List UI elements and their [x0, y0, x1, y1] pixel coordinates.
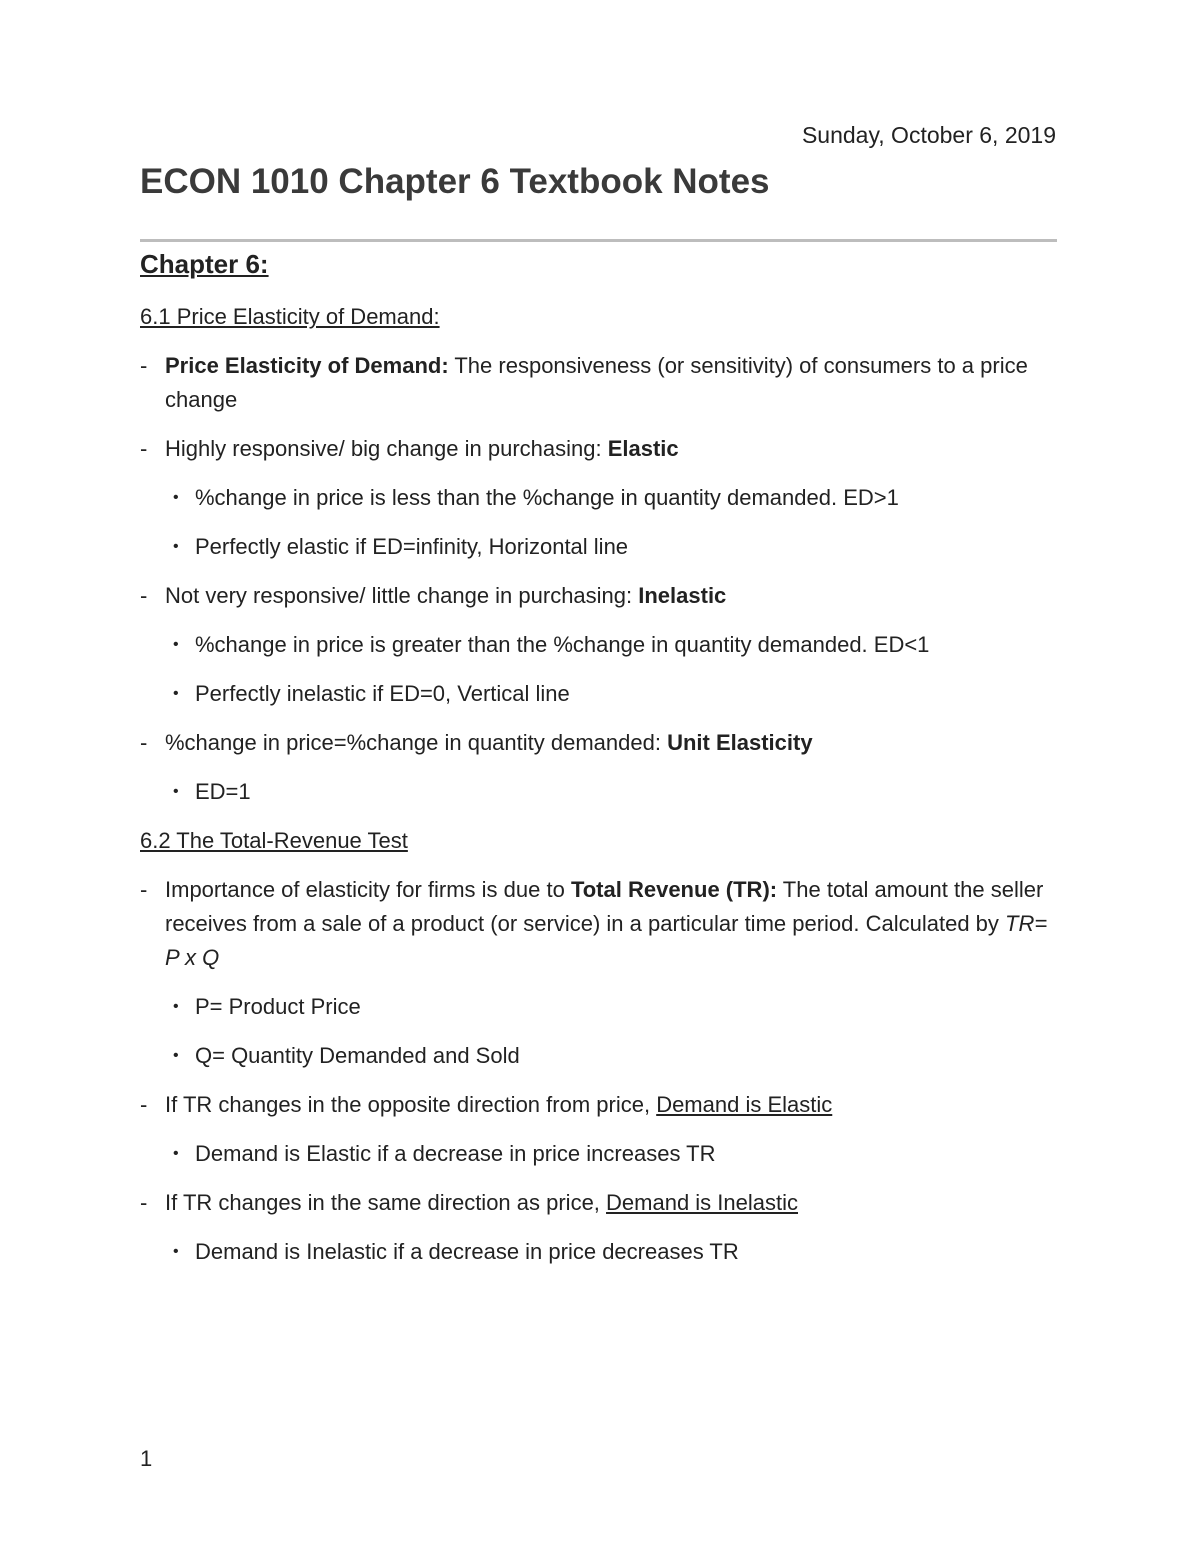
- list-item: [140, 349, 1060, 417]
- dash-marker: -: [140, 877, 148, 902]
- section-heading-6-2: 6.2 The Total-Revenue Test: [140, 828, 408, 853]
- sub-list-item: [140, 677, 1060, 711]
- note-body: [140, 300, 1060, 1284]
- list-item: [140, 873, 1060, 975]
- bullet-marker: •: [173, 685, 179, 702]
- note-date: Sunday, October 6, 2019: [801, 122, 1056, 148]
- item-text: P= Product Price: [195, 994, 361, 1019]
- item-text: %change in price is less than the %change in quantity demanded. ED>1: [195, 485, 899, 510]
- item-text: %change in price=%change in quantity demanded:: [165, 730, 668, 755]
- note-title: ECON 1010 Chapter 6 Textbook Notes: [140, 162, 770, 201]
- item-text: %change in price is greater than the %change in quantity demanded. ED<1: [195, 632, 930, 657]
- list-item: [140, 1088, 1060, 1122]
- section-heading-6-1: 6.1 Price Elasticity of Demand:: [140, 304, 440, 329]
- bullet-marker: •: [173, 1243, 179, 1260]
- sub-list-item: [140, 775, 1060, 809]
- list-item: [140, 726, 1060, 760]
- bullet-marker: •: [173, 998, 179, 1015]
- item-text: If TR changes in the opposite direction from price,: [165, 1092, 657, 1117]
- term: Total Revenue (TR):: [570, 877, 778, 902]
- dash-marker: -: [140, 730, 148, 755]
- sub-list-item: [140, 990, 1060, 1024]
- list-item: [140, 1186, 1060, 1220]
- bullet-marker: •: [173, 783, 179, 800]
- definition: The total amount the seller receives from a sale of a product (or service) in a particular time period. Calculated by: [165, 877, 1044, 936]
- item-text: Perfectly inelastic if ED=0, Vertical line: [195, 681, 570, 706]
- item-text: Q= Quantity Demanded and Sold: [195, 1043, 520, 1068]
- sub-list-item: [140, 1039, 1060, 1073]
- list-item: [140, 579, 1060, 613]
- item-text: Perfectly elastic if ED=infinity, Horizontal line: [195, 534, 629, 559]
- page-number: 1: [140, 1446, 153, 1471]
- item-text: Demand is Elastic if a decrease in price increases TR: [195, 1141, 716, 1166]
- term: Unit Elasticity: [667, 730, 813, 755]
- sub-list-item: [140, 628, 1060, 662]
- item-text: If TR changes in the same direction as price,: [165, 1190, 607, 1215]
- formula: TR= P x Q: [165, 911, 1048, 970]
- bullet-marker: •: [173, 1145, 179, 1162]
- dash-marker: -: [140, 1092, 148, 1117]
- sub-list-item: [140, 1137, 1060, 1171]
- dash-marker: -: [140, 353, 148, 378]
- definition: The responsiveness (or sensitivity) of consumers to a price change: [165, 353, 1028, 412]
- item-text: Importance of elasticity for firms is due to: [165, 877, 571, 902]
- bullet-marker: •: [173, 538, 179, 555]
- term: Price Elasticity of Demand:: [165, 353, 449, 378]
- item-text: ED=1: [195, 779, 251, 804]
- bullet-marker: •: [173, 489, 179, 506]
- term: Inelastic: [638, 583, 727, 608]
- term: Elastic: [607, 436, 679, 461]
- list-item: [140, 432, 1060, 466]
- sub-list-item: [140, 530, 1060, 564]
- dash-marker: -: [140, 436, 148, 461]
- sub-list-item: [140, 481, 1060, 515]
- dash-marker: -: [140, 1190, 148, 1215]
- underlined-conclusion: Demand is Inelastic: [606, 1190, 799, 1215]
- underlined-conclusion: Demand is Elastic: [656, 1092, 833, 1117]
- dash-marker: -: [140, 583, 148, 608]
- chapter-heading: Chapter 6:: [140, 249, 269, 279]
- item-text: Not very responsive/ little change in purchasing:: [165, 583, 639, 608]
- bullet-marker: •: [173, 636, 179, 653]
- sub-list-item: [140, 1235, 1060, 1269]
- item-text: Highly responsive/ big change in purchasing:: [165, 436, 608, 461]
- title-divider: [140, 239, 1057, 242]
- bullet-marker: •: [173, 1047, 179, 1064]
- item-text: Demand is Inelastic if a decrease in price decreases TR: [195, 1239, 739, 1264]
